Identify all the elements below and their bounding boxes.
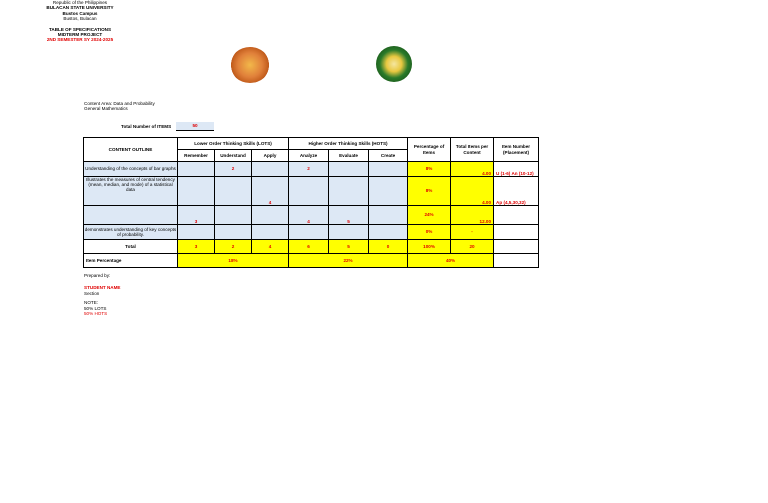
overall-percentage: 40% [408, 254, 494, 268]
item-cell[interactable] [178, 177, 215, 206]
document-header [0, 0, 160, 43]
empty-cell [494, 254, 539, 268]
skill-apply: Apply [252, 150, 289, 162]
lots-note: 50% LOTS [84, 305, 107, 311]
section-label[interactable]: Section [84, 290, 100, 296]
item-cell[interactable]: 2 [289, 162, 329, 177]
item-cell[interactable] [215, 177, 252, 206]
outline-cell[interactable]: demonstrates understanding of key concepts of probability. [84, 225, 178, 240]
item-number-header: Item Number (Placement) [494, 138, 539, 162]
item-cell[interactable]: 5 [329, 206, 369, 225]
prepared-by-label: Prepared by: [84, 273, 111, 278]
student-name[interactable]: STUDENT NAME [84, 285, 121, 291]
hots-note: 50% HOTS [84, 311, 108, 317]
subject-name: General Mathematics [84, 106, 128, 112]
placement-cell[interactable]: Ap (4,5,30,32) [494, 177, 539, 206]
hots-header: Higher Order Thinking Skills (HOTS) [289, 138, 408, 150]
item-cell[interactable] [215, 225, 252, 240]
semester-line: 2ND SEMESTER SY 2024-2025 [46, 37, 114, 43]
outline-cell[interactable]: Illustrates the measures of central tendency (mean, median, and mode) of a statistical data [84, 177, 178, 206]
outline-cell[interactable]: Understanding of the concepts of bar graphs [84, 162, 178, 177]
item-cell[interactable] [289, 177, 329, 206]
university-name: BULACAN STATE UNIVERSITY [46, 5, 114, 11]
item-cell[interactable] [369, 225, 408, 240]
total-cell: 4.00 [451, 162, 494, 177]
placement-cell[interactable] [494, 206, 539, 225]
total-cell: 5 [329, 240, 369, 254]
skill-remember: Remember [178, 150, 215, 162]
total-cell: 6 [289, 240, 329, 254]
empty-cell [494, 240, 539, 254]
content-outline-header: CONTENT OUTLINE [84, 138, 178, 162]
total-label: Total [84, 240, 178, 254]
total-cell: 4 [252, 240, 289, 254]
table-row [84, 206, 539, 225]
item-cell[interactable] [369, 162, 408, 177]
item-cell[interactable] [369, 177, 408, 206]
republic-line: Republic of the Philippines [52, 0, 108, 5]
item-cell[interactable]: 4 [252, 177, 289, 206]
item-cell[interactable] [252, 225, 289, 240]
table-row [84, 162, 539, 177]
doc-title: TABLE OF SPECIFICATIONS [48, 26, 112, 32]
table-row [84, 225, 539, 240]
content-area: Content Area: Data and Probability [84, 101, 155, 106]
item-cell[interactable] [369, 206, 408, 225]
placement-cell[interactable] [494, 225, 539, 240]
total-pct-cell: 100% [408, 240, 451, 254]
total-row [84, 240, 539, 254]
project-title: MIDTERM PROJECT [57, 32, 103, 38]
pct-cell: 0% [408, 225, 451, 240]
item-cell[interactable]: 2 [215, 162, 252, 177]
skill-evaluate: Evaluate [329, 150, 369, 162]
total-cell: 3 [178, 240, 215, 254]
total-items-value[interactable]: 50 [176, 122, 214, 131]
item-cell[interactable] [329, 162, 369, 177]
lots-percentage: 18% [178, 254, 289, 268]
campus-seal-logo [376, 46, 412, 82]
total-cell: - [451, 225, 494, 240]
item-percentage-label: Item Percentage [84, 254, 178, 268]
note-label: NOTE: [84, 300, 99, 306]
placement-cell[interactable]: U (1-6) An (10-12) [494, 162, 539, 177]
item-cell[interactable]: 4 [289, 206, 329, 225]
pct-header: Percentage of Items [408, 138, 451, 162]
item-cell[interactable] [178, 162, 215, 177]
item-cell[interactable] [215, 206, 252, 225]
item-percentage-row [84, 254, 539, 268]
campus-name: Bustos Campus [62, 10, 98, 16]
item-cell[interactable] [289, 225, 329, 240]
total-items-label: Total Number of ITEMS [121, 124, 172, 129]
skill-understand: Understand [215, 150, 252, 162]
item-cell[interactable]: 3 [178, 206, 215, 225]
lots-header: Lower Order Thinking Skills (LOTS) [178, 138, 289, 150]
outline-cell[interactable] [84, 206, 178, 225]
content-info [84, 101, 155, 112]
item-cell[interactable] [178, 225, 215, 240]
campus-location: Bustos, Bulacan [63, 16, 97, 22]
item-cell[interactable] [252, 162, 289, 177]
total-items-cell: 20 [451, 240, 494, 254]
pct-cell: 24% [408, 206, 451, 225]
total-cell: 0 [369, 240, 408, 254]
bulsu-logo [230, 47, 270, 83]
item-cell[interactable] [329, 177, 369, 206]
hots-percentage: 22% [289, 254, 408, 268]
total-cell: 12.00 [451, 206, 494, 225]
pct-cell: 8% [408, 177, 451, 206]
total-cell: 4.00 [451, 177, 494, 206]
specification-table [83, 137, 539, 268]
table-row [84, 177, 539, 206]
item-cell[interactable] [252, 206, 289, 225]
footer [84, 273, 121, 316]
pct-cell: 8% [408, 162, 451, 177]
item-cell[interactable] [329, 225, 369, 240]
skill-create: Create [369, 150, 408, 162]
total-header: Total Items per Content [451, 138, 494, 162]
total-cell: 2 [215, 240, 252, 254]
skill-analyze: Analyze [289, 150, 329, 162]
